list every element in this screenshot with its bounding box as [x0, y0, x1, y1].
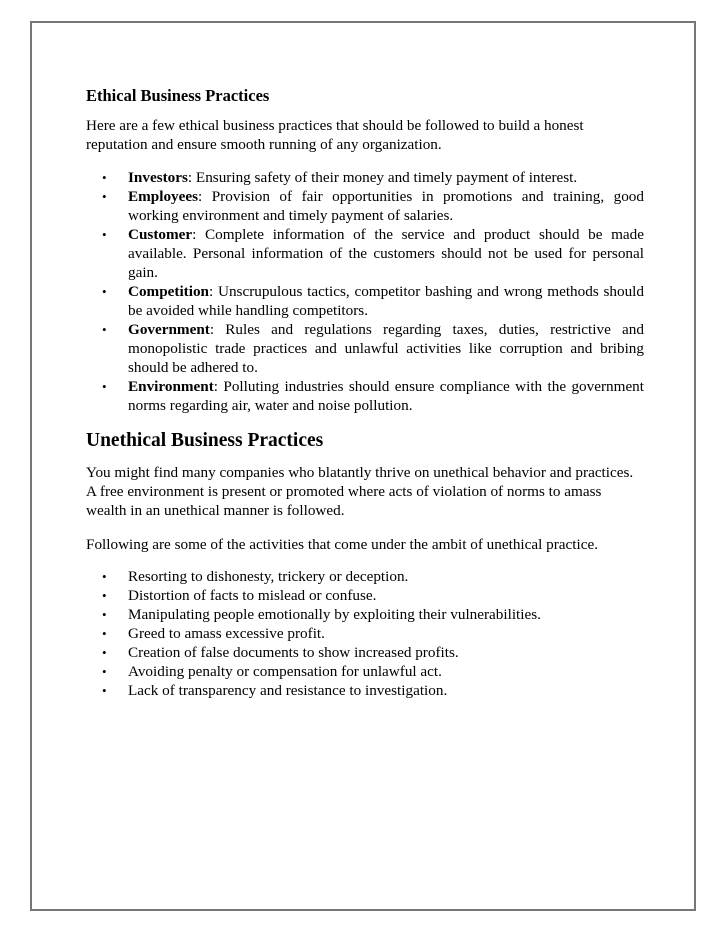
item-text: : Rules and regulations regarding taxes, duties, restrictive and monopolistic trade practices and unlawful activities like corruption and bribing should be adhered to.: [128, 321, 644, 376]
list-item: [86, 282, 644, 320]
item-term: Employees: [128, 188, 199, 205]
bullet-icon: •: [102, 284, 107, 299]
bullet-icon: •: [102, 379, 107, 394]
item-text: Creation of false documents to show increased profits.: [128, 644, 459, 661]
bullet-icon: •: [102, 170, 107, 185]
bullet-icon: •: [102, 322, 107, 337]
unethical-para-1: You might find many companies who blatantly thrive on unethical behavior and practices. A free environment is present or promoted where acts of violation of norms to amass wealth in an unethical manner is followed.: [86, 464, 634, 519]
item-text: : Provision of fair opportunities in promotions and training, good working environment and timely payment of salaries.: [128, 188, 644, 224]
bullet-icon: •: [102, 569, 107, 584]
item-term: Investors: [128, 169, 188, 186]
item-term: Environment: [128, 378, 214, 395]
document-body: [86, 86, 644, 700]
list-item: [86, 225, 644, 282]
list-item: [86, 605, 644, 624]
bullet-icon: •: [102, 607, 107, 622]
item-text: Resorting to dishonesty, trickery or deception.: [128, 568, 409, 585]
bullet-icon: •: [102, 683, 107, 698]
list-item: [86, 377, 644, 415]
item-term: Customer: [128, 226, 193, 243]
unethical-para-2: Following are some of the activities that come under the ambit of unethical practice.: [86, 536, 598, 553]
unethical-list: [86, 567, 644, 700]
bullet-icon: •: [102, 664, 107, 679]
list-item: [86, 624, 644, 643]
item-text: Lack of transparency and resistance to investigation.: [128, 682, 448, 699]
bullet-icon: •: [102, 227, 107, 242]
item-text: : Ensuring safety of their money and timely payment of interest.: [187, 169, 578, 186]
list-item: [86, 567, 644, 586]
list-item: [86, 662, 644, 681]
item-text: Greed to amass excessive profit.: [128, 625, 325, 642]
bullet-icon: •: [102, 588, 107, 603]
list-item: [86, 187, 644, 225]
list-item: [86, 168, 644, 187]
bullet-icon: •: [102, 189, 107, 204]
list-item: [86, 643, 644, 662]
list-item: [86, 320, 644, 377]
item-text: : Unscrupulous tactics, competitor bashing and wrong methods should be avoided while handling competitors.: [128, 283, 644, 319]
item-text: : Polluting industries should ensure compliance with the government norms regarding air, water and noise pollution.: [128, 378, 644, 414]
item-term: Government: [128, 321, 210, 338]
bullet-icon: •: [102, 626, 107, 641]
item-text: Manipulating people emotionally by exploiting their vulnerabilities.: [128, 606, 541, 623]
bullet-icon: •: [102, 645, 107, 660]
ethical-intro: Here are a few ethical business practices that should be followed to build a honest reputation and ensure smooth running of any organization.: [86, 117, 584, 153]
ethical-list: [86, 168, 644, 415]
list-item: [86, 586, 644, 605]
item-text: : Complete information of the service and product should be made available. Personal information of the customers should not be used for personal gain.: [128, 226, 644, 281]
item-term: Competition: [128, 283, 209, 300]
item-text: Avoiding penalty or compensation for unlawful act.: [128, 663, 442, 680]
item-text: Distortion of facts to mislead or confuse.: [128, 587, 377, 604]
unethical-heading: Unethical Business Practices: [86, 430, 324, 451]
ethical-heading: Ethical Business Practices: [86, 86, 270, 105]
list-item: [86, 681, 644, 700]
